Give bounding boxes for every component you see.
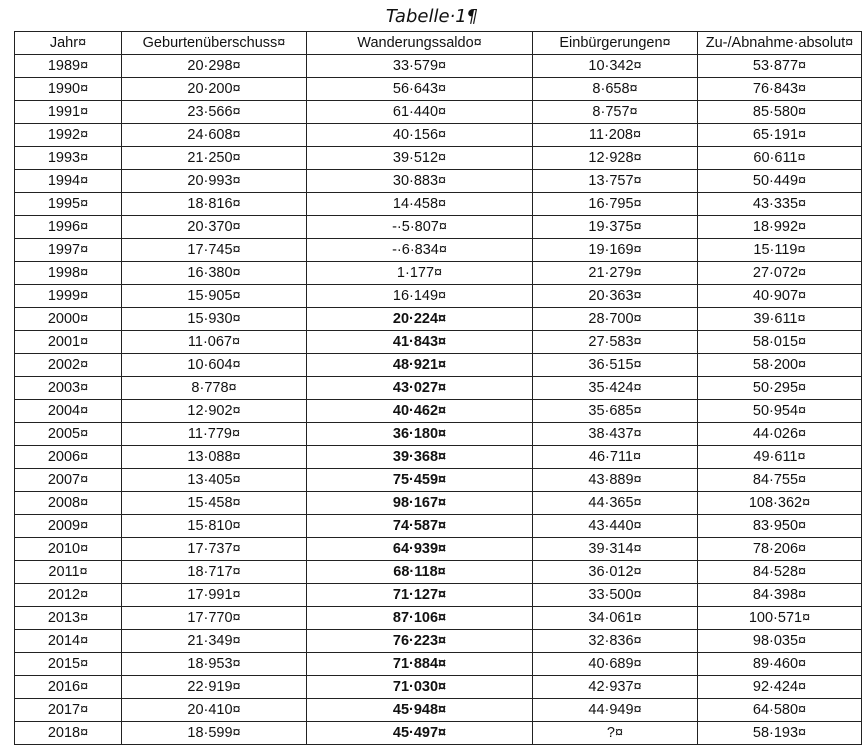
cell-year: 2005¤ bbox=[15, 423, 122, 446]
cell-migration: 40·156¤ bbox=[307, 124, 533, 147]
cell-year: 2010¤ bbox=[15, 538, 122, 561]
cell-change: 27·072¤ bbox=[698, 262, 862, 285]
cell-migration: 75·459¤ bbox=[307, 469, 533, 492]
cell-migration: 39·512¤ bbox=[307, 147, 533, 170]
cell-naturalizations: ?¤ bbox=[533, 722, 698, 745]
cell-births: 21·349¤ bbox=[122, 630, 307, 653]
cell-year: 1995¤ bbox=[15, 193, 122, 216]
cell-naturalizations: 27·583¤ bbox=[533, 331, 698, 354]
cell-change: 100·571¤ bbox=[698, 607, 862, 630]
cell-births: 13·088¤ bbox=[122, 446, 307, 469]
cell-births: 11·067¤ bbox=[122, 331, 307, 354]
cell-births: 21·250¤ bbox=[122, 147, 307, 170]
cell-births: 18·599¤ bbox=[122, 722, 307, 745]
cell-migration: 71·030¤ bbox=[307, 676, 533, 699]
cell-change: 92·424¤ bbox=[698, 676, 862, 699]
table-row bbox=[15, 193, 862, 216]
cell-migration: 45·948¤ bbox=[307, 699, 533, 722]
cell-migration: 45·497¤ bbox=[307, 722, 533, 745]
cell-births: 20·993¤ bbox=[122, 170, 307, 193]
cell-births: 17·770¤ bbox=[122, 607, 307, 630]
cell-births: 20·200¤ bbox=[122, 78, 307, 101]
cell-change: 50·954¤ bbox=[698, 400, 862, 423]
cell-births: 24·608¤ bbox=[122, 124, 307, 147]
cell-births: 17·991¤ bbox=[122, 584, 307, 607]
cell-year: 1997¤ bbox=[15, 239, 122, 262]
cell-year: 1991¤ bbox=[15, 101, 122, 124]
cell-year: 2000¤ bbox=[15, 308, 122, 331]
cell-migration: 39·368¤ bbox=[307, 446, 533, 469]
table-row bbox=[15, 331, 862, 354]
table-row bbox=[15, 170, 862, 193]
table-row bbox=[15, 722, 862, 745]
cell-change: 43·335¤ bbox=[698, 193, 862, 216]
cell-year: 1996¤ bbox=[15, 216, 122, 239]
cell-change: 108·362¤ bbox=[698, 492, 862, 515]
cell-migration: 61·440¤ bbox=[307, 101, 533, 124]
table-row bbox=[15, 423, 862, 446]
cell-change: 18·992¤ bbox=[698, 216, 862, 239]
cell-naturalizations: 35·685¤ bbox=[533, 400, 698, 423]
cell-births: 18·717¤ bbox=[122, 561, 307, 584]
table-row bbox=[15, 239, 862, 262]
cell-naturalizations: 43·440¤ bbox=[533, 515, 698, 538]
cell-change: 39·611¤ bbox=[698, 308, 862, 331]
cell-migration: 33·579¤ bbox=[307, 55, 533, 78]
cell-naturalizations: 46·711¤ bbox=[533, 446, 698, 469]
table-row bbox=[15, 78, 862, 101]
table-row bbox=[15, 400, 862, 423]
cell-naturalizations: 11·208¤ bbox=[533, 124, 698, 147]
cell-births: 15·930¤ bbox=[122, 308, 307, 331]
cell-births: 13·405¤ bbox=[122, 469, 307, 492]
table-row bbox=[15, 101, 862, 124]
table-row bbox=[15, 607, 862, 630]
cell-naturalizations: 42·937¤ bbox=[533, 676, 698, 699]
cell-year: 1993¤ bbox=[15, 147, 122, 170]
cell-migration: -·6·834¤ bbox=[307, 239, 533, 262]
cell-migration: 41·843¤ bbox=[307, 331, 533, 354]
cell-births: 20·410¤ bbox=[122, 699, 307, 722]
table-row bbox=[15, 147, 862, 170]
cell-naturalizations: 43·889¤ bbox=[533, 469, 698, 492]
cell-year: 2004¤ bbox=[15, 400, 122, 423]
cell-change: 83·950¤ bbox=[698, 515, 862, 538]
cell-migration: 74·587¤ bbox=[307, 515, 533, 538]
cell-naturalizations: 19·375¤ bbox=[533, 216, 698, 239]
cell-migration: 68·118¤ bbox=[307, 561, 533, 584]
cell-naturalizations: 21·279¤ bbox=[533, 262, 698, 285]
cell-naturalizations: 44·365¤ bbox=[533, 492, 698, 515]
population-table bbox=[14, 31, 862, 745]
column-header-year: Jahr¤ bbox=[15, 32, 122, 55]
cell-change: 60·611¤ bbox=[698, 147, 862, 170]
cell-births: 17·737¤ bbox=[122, 538, 307, 561]
cell-naturalizations: 36·012¤ bbox=[533, 561, 698, 584]
cell-migration: 98·167¤ bbox=[307, 492, 533, 515]
cell-births: 12·902¤ bbox=[122, 400, 307, 423]
column-header-change: Zu-/Abnahme·absolut¤ bbox=[698, 32, 862, 55]
cell-change: 50·449¤ bbox=[698, 170, 862, 193]
cell-year: 2013¤ bbox=[15, 607, 122, 630]
cell-naturalizations: 33·500¤ bbox=[533, 584, 698, 607]
column-header-migration: Wanderungssaldo¤ bbox=[307, 32, 533, 55]
cell-change: 78·206¤ bbox=[698, 538, 862, 561]
table-row bbox=[15, 469, 862, 492]
table-row bbox=[15, 216, 862, 239]
cell-naturalizations: 13·757¤ bbox=[533, 170, 698, 193]
cell-change: 84·528¤ bbox=[698, 561, 862, 584]
cell-naturalizations: 10·342¤ bbox=[533, 55, 698, 78]
cell-births: 18·816¤ bbox=[122, 193, 307, 216]
cell-migration: 76·223¤ bbox=[307, 630, 533, 653]
cell-change: 85·580¤ bbox=[698, 101, 862, 124]
cell-naturalizations: 40·689¤ bbox=[533, 653, 698, 676]
cell-naturalizations: 36·515¤ bbox=[533, 354, 698, 377]
cell-naturalizations: 12·928¤ bbox=[533, 147, 698, 170]
table-row bbox=[15, 515, 862, 538]
table-row bbox=[15, 630, 862, 653]
cell-naturalizations: 19·169¤ bbox=[533, 239, 698, 262]
cell-year: 2014¤ bbox=[15, 630, 122, 653]
cell-year: 1999¤ bbox=[15, 285, 122, 308]
cell-naturalizations: 39·314¤ bbox=[533, 538, 698, 561]
table-row bbox=[15, 55, 862, 78]
column-header-naturalizations: Einbürgerungen¤ bbox=[533, 32, 698, 55]
cell-naturalizations: 34·061¤ bbox=[533, 607, 698, 630]
cell-change: 58·015¤ bbox=[698, 331, 862, 354]
table-row bbox=[15, 699, 862, 722]
table-row bbox=[15, 676, 862, 699]
cell-change: 89·460¤ bbox=[698, 653, 862, 676]
cell-change: 44·026¤ bbox=[698, 423, 862, 446]
cell-year: 1989¤ bbox=[15, 55, 122, 78]
cell-naturalizations: 20·363¤ bbox=[533, 285, 698, 308]
cell-change: 15·119¤ bbox=[698, 239, 862, 262]
cell-year: 2008¤ bbox=[15, 492, 122, 515]
cell-migration: 64·939¤ bbox=[307, 538, 533, 561]
table-row bbox=[15, 377, 862, 400]
cell-change: 98·035¤ bbox=[698, 630, 862, 653]
cell-naturalizations: 44·949¤ bbox=[533, 699, 698, 722]
cell-births: 18·953¤ bbox=[122, 653, 307, 676]
cell-change: 58·200¤ bbox=[698, 354, 862, 377]
cell-year: 1998¤ bbox=[15, 262, 122, 285]
table-row bbox=[15, 262, 862, 285]
cell-year: 2006¤ bbox=[15, 446, 122, 469]
cell-year: 2003¤ bbox=[15, 377, 122, 400]
cell-change: 65·191¤ bbox=[698, 124, 862, 147]
cell-naturalizations: 35·424¤ bbox=[533, 377, 698, 400]
cell-births: 22·919¤ bbox=[122, 676, 307, 699]
cell-change: 84·755¤ bbox=[698, 469, 862, 492]
cell-migration: 14·458¤ bbox=[307, 193, 533, 216]
cell-year: 2018¤ bbox=[15, 722, 122, 745]
table-header-row bbox=[15, 32, 862, 55]
table-row bbox=[15, 124, 862, 147]
cell-year: 2007¤ bbox=[15, 469, 122, 492]
cell-migration: -·5·807¤ bbox=[307, 216, 533, 239]
cell-naturalizations: 28·700¤ bbox=[533, 308, 698, 331]
cell-change: 58·193¤ bbox=[698, 722, 862, 745]
cell-births: 11·779¤ bbox=[122, 423, 307, 446]
cell-births: 17·745¤ bbox=[122, 239, 307, 262]
cell-change: 53·877¤ bbox=[698, 55, 862, 78]
table-row bbox=[15, 561, 862, 584]
cell-migration: 87·106¤ bbox=[307, 607, 533, 630]
cell-births: 15·905¤ bbox=[122, 285, 307, 308]
cell-year: 1990¤ bbox=[15, 78, 122, 101]
cell-migration: 20·224¤ bbox=[307, 308, 533, 331]
cell-change: 40·907¤ bbox=[698, 285, 862, 308]
cell-births: 15·810¤ bbox=[122, 515, 307, 538]
cell-change: 64·580¤ bbox=[698, 699, 862, 722]
cell-migration: 48·921¤ bbox=[307, 354, 533, 377]
cell-change: 84·398¤ bbox=[698, 584, 862, 607]
cell-migration: 30·883¤ bbox=[307, 170, 533, 193]
table-row bbox=[15, 653, 862, 676]
table-row bbox=[15, 308, 862, 331]
cell-naturalizations: 8·658¤ bbox=[533, 78, 698, 101]
table-row bbox=[15, 446, 862, 469]
table-body bbox=[15, 55, 862, 745]
cell-year: 1992¤ bbox=[15, 124, 122, 147]
cell-naturalizations: 8·757¤ bbox=[533, 101, 698, 124]
table-row bbox=[15, 538, 862, 561]
cell-births: 10·604¤ bbox=[122, 354, 307, 377]
table-row bbox=[15, 354, 862, 377]
cell-change: 49·611¤ bbox=[698, 446, 862, 469]
cell-migration: 16·149¤ bbox=[307, 285, 533, 308]
cell-naturalizations: 38·437¤ bbox=[533, 423, 698, 446]
cell-births: 23·566¤ bbox=[122, 101, 307, 124]
cell-migration: 36·180¤ bbox=[307, 423, 533, 446]
cell-migration: 71·884¤ bbox=[307, 653, 533, 676]
cell-change: 76·843¤ bbox=[698, 78, 862, 101]
cell-year: 2015¤ bbox=[15, 653, 122, 676]
cell-births: 8·778¤ bbox=[122, 377, 307, 400]
cell-year: 2016¤ bbox=[15, 676, 122, 699]
cell-migration: 1·177¤ bbox=[307, 262, 533, 285]
cell-births: 16·380¤ bbox=[122, 262, 307, 285]
cell-migration: 71·127¤ bbox=[307, 584, 533, 607]
column-header-births: Geburtenüberschuss¤ bbox=[122, 32, 307, 55]
cell-year: 2002¤ bbox=[15, 354, 122, 377]
table-row bbox=[15, 285, 862, 308]
cell-year: 2001¤ bbox=[15, 331, 122, 354]
cell-naturalizations: 16·795¤ bbox=[533, 193, 698, 216]
cell-births: 15·458¤ bbox=[122, 492, 307, 515]
cell-year: 1994¤ bbox=[15, 170, 122, 193]
cell-year: 2011¤ bbox=[15, 561, 122, 584]
cell-year: 2017¤ bbox=[15, 699, 122, 722]
cell-change: 50·295¤ bbox=[698, 377, 862, 400]
cell-year: 2009¤ bbox=[15, 515, 122, 538]
cell-year: 2012¤ bbox=[15, 584, 122, 607]
cell-births: 20·298¤ bbox=[122, 55, 307, 78]
table-row bbox=[15, 492, 862, 515]
table-caption: Tabelle·1¶ bbox=[385, 6, 479, 27]
cell-migration: 56·643¤ bbox=[307, 78, 533, 101]
cell-naturalizations: 32·836¤ bbox=[533, 630, 698, 653]
cell-births: 20·370¤ bbox=[122, 216, 307, 239]
cell-migration: 43·027¤ bbox=[307, 377, 533, 400]
table-row bbox=[15, 584, 862, 607]
cell-migration: 40·462¤ bbox=[307, 400, 533, 423]
